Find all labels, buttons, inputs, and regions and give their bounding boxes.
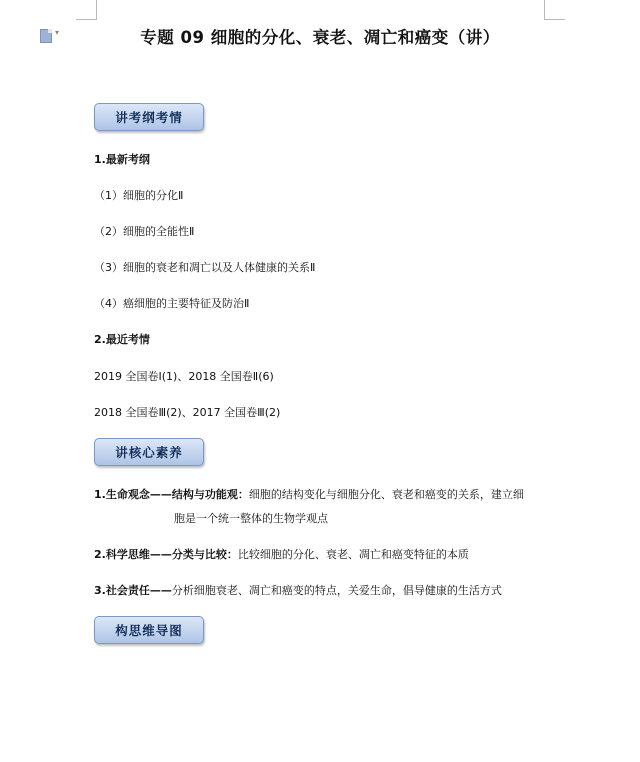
list-item: （3）细胞的衰老和凋亡以及人体健康的关系Ⅱ — [94, 261, 316, 274]
list-item: 2019 全国卷Ⅰ(1)、2018 全国卷Ⅱ(6) — [94, 370, 274, 383]
literacy-point-label: 2.科学思维——分类与比较： — [94, 548, 238, 561]
literacy-point-text: 比较细胞的分化、衰老、凋亡和癌变特征的本质 — [237, 548, 469, 561]
page-corner-mark-right — [544, 0, 565, 20]
literacy-point-label: 1.生命观念——结构与功能观： — [94, 488, 249, 501]
literacy-point — [94, 486, 524, 502]
page-corner-mark-left — [76, 0, 97, 20]
section-heading-exam-outline: 讲考纲考情 — [94, 103, 204, 131]
page-title: 专题 09 细胞的分化、衰老、凋亡和癌变（讲） — [140, 28, 500, 47]
literacy-point-text: 细胞的结构变化与细胞分化、衰老和癌变的关系，建立细 — [248, 488, 524, 501]
literacy-point-continuation: 胞是一个统一整体的生物学观点 — [174, 512, 328, 525]
list-item: 2018 全国卷Ⅲ(2)、2017 全国卷Ⅲ(2) — [94, 406, 281, 419]
list-item: （1）细胞的分化Ⅱ — [94, 189, 184, 202]
subsection-heading: 1.最新考纲 — [94, 153, 150, 166]
section-heading-mind-map: 构思维导图 — [94, 616, 204, 644]
literacy-point — [94, 546, 469, 562]
dropdown-caret-icon[interactable]: ▾ — [55, 28, 60, 37]
literacy-point-text: 分析细胞衰老、凋亡和癌变的特点，关爱生命，倡导健康的生活方式 — [171, 584, 502, 597]
literacy-point — [94, 582, 502, 598]
section-heading-core-literacy: 讲核心素养 — [94, 438, 204, 466]
list-item: （2）细胞的全能性Ⅱ — [94, 225, 195, 238]
literacy-point-label: 3.社会责任—— — [94, 584, 172, 597]
subsection-heading: 2.最近考情 — [94, 333, 150, 346]
list-item: （4）癌细胞的主要特征及防治Ⅱ — [94, 297, 250, 310]
